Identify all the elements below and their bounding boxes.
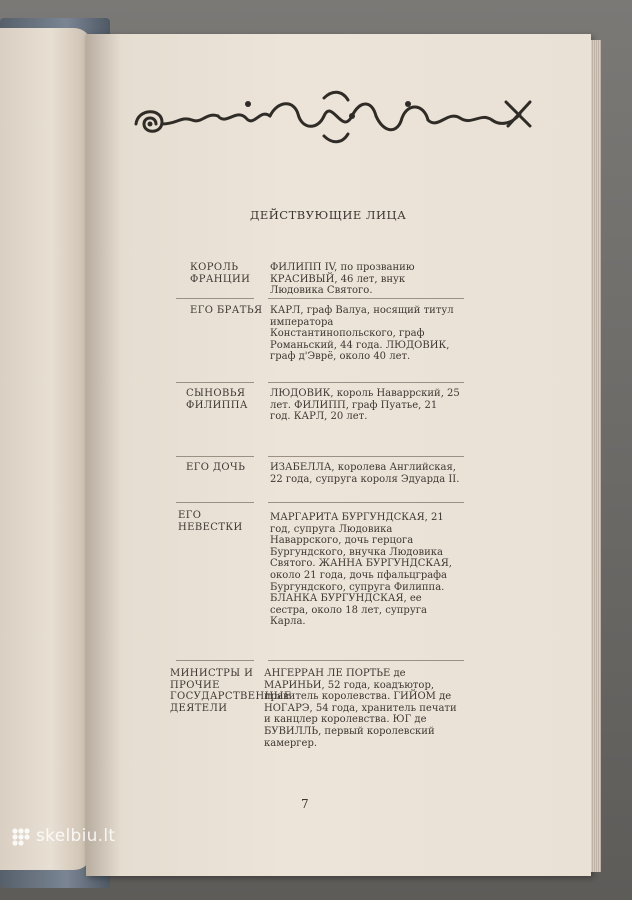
divider: [176, 660, 254, 661]
divider: [176, 456, 254, 457]
divider: [176, 502, 254, 503]
divider: [268, 660, 464, 661]
watermark-logo-icon: [10, 826, 32, 848]
page-edge: [591, 40, 601, 872]
role-label: ЕГО БРАТЬЯ: [190, 305, 263, 316]
role-label: КОРОЛЬ ФРАНЦИИ: [190, 262, 251, 285]
role-description: ЛЮДОВИК, король Наваррский, 25 лет. ФИЛИПП, граф Пуатье, 21 год. КАРЛ, 20 лет.: [270, 388, 460, 423]
role-label: ЕГО НЕВЕСТКИ: [178, 510, 243, 533]
divider: [268, 456, 464, 457]
role-description: ИЗАБЕЛЛА, королева Английская, 22 года, супруга короля Эдуарда II.: [270, 462, 460, 485]
role-label: МИНИСТРЫ И ПРОЧИЕ ГОСУДАРСТВЕННЫЕ ДЕЯТЕЛИ: [170, 668, 292, 714]
book-page: [86, 34, 591, 876]
divider: [268, 382, 464, 383]
role-label: ЕГО ДОЧЬ: [186, 462, 246, 473]
divider: [176, 382, 254, 383]
role-label: СЫНОВЬЯ ФИЛИППА: [186, 388, 248, 411]
left-page: [0, 28, 92, 870]
divider: [268, 298, 464, 299]
page-title: ДЕЙСТВУЮЩИЕ ЛИЦА: [250, 208, 407, 222]
watermark: skelbiu.lt: [36, 826, 116, 846]
divider: [176, 298, 254, 299]
role-description: КАРЛ, граф Валуа, носящий титул императора Константинопольского, граф Романьский, 44 года. ЛЮДОВИК, граф д'Эврё, около 40 лет.: [270, 305, 454, 363]
role-description: ФИЛИПП IV, по прозванию КРАСИВЫЙ, 46 лет, внук Людовика Святого.: [270, 262, 415, 297]
role-description: АНГЕРРАН ЛЕ ПОРТЬЕ де МАРИНЬИ, 52 года, коадъютор, правитель королевства. ГИЙОМ де НОГАРЭ, 54 года, хранитель печати и канцлер королевства. ЮГ де БУВИЛЛЬ, первый королевский камергер.: [264, 668, 457, 749]
ornament-icon: [128, 86, 538, 148]
role-description: МАРГАРИТА БУРГУНДСКАЯ, 21 год, супруга Людовика Наваррского, дочь герцога Бургундского, внучка Людовика Святого. ЖАННА БУРГУНДСКАЯ, около 21 года, дочь пфальцграфа Бургундского, супруга Филиппа. БЛАНКА БУРГУНДСКАЯ, ее сестра, около 18 лет, супруга Карла.: [270, 512, 452, 628]
page-number: 7: [301, 797, 309, 811]
divider: [268, 502, 464, 503]
